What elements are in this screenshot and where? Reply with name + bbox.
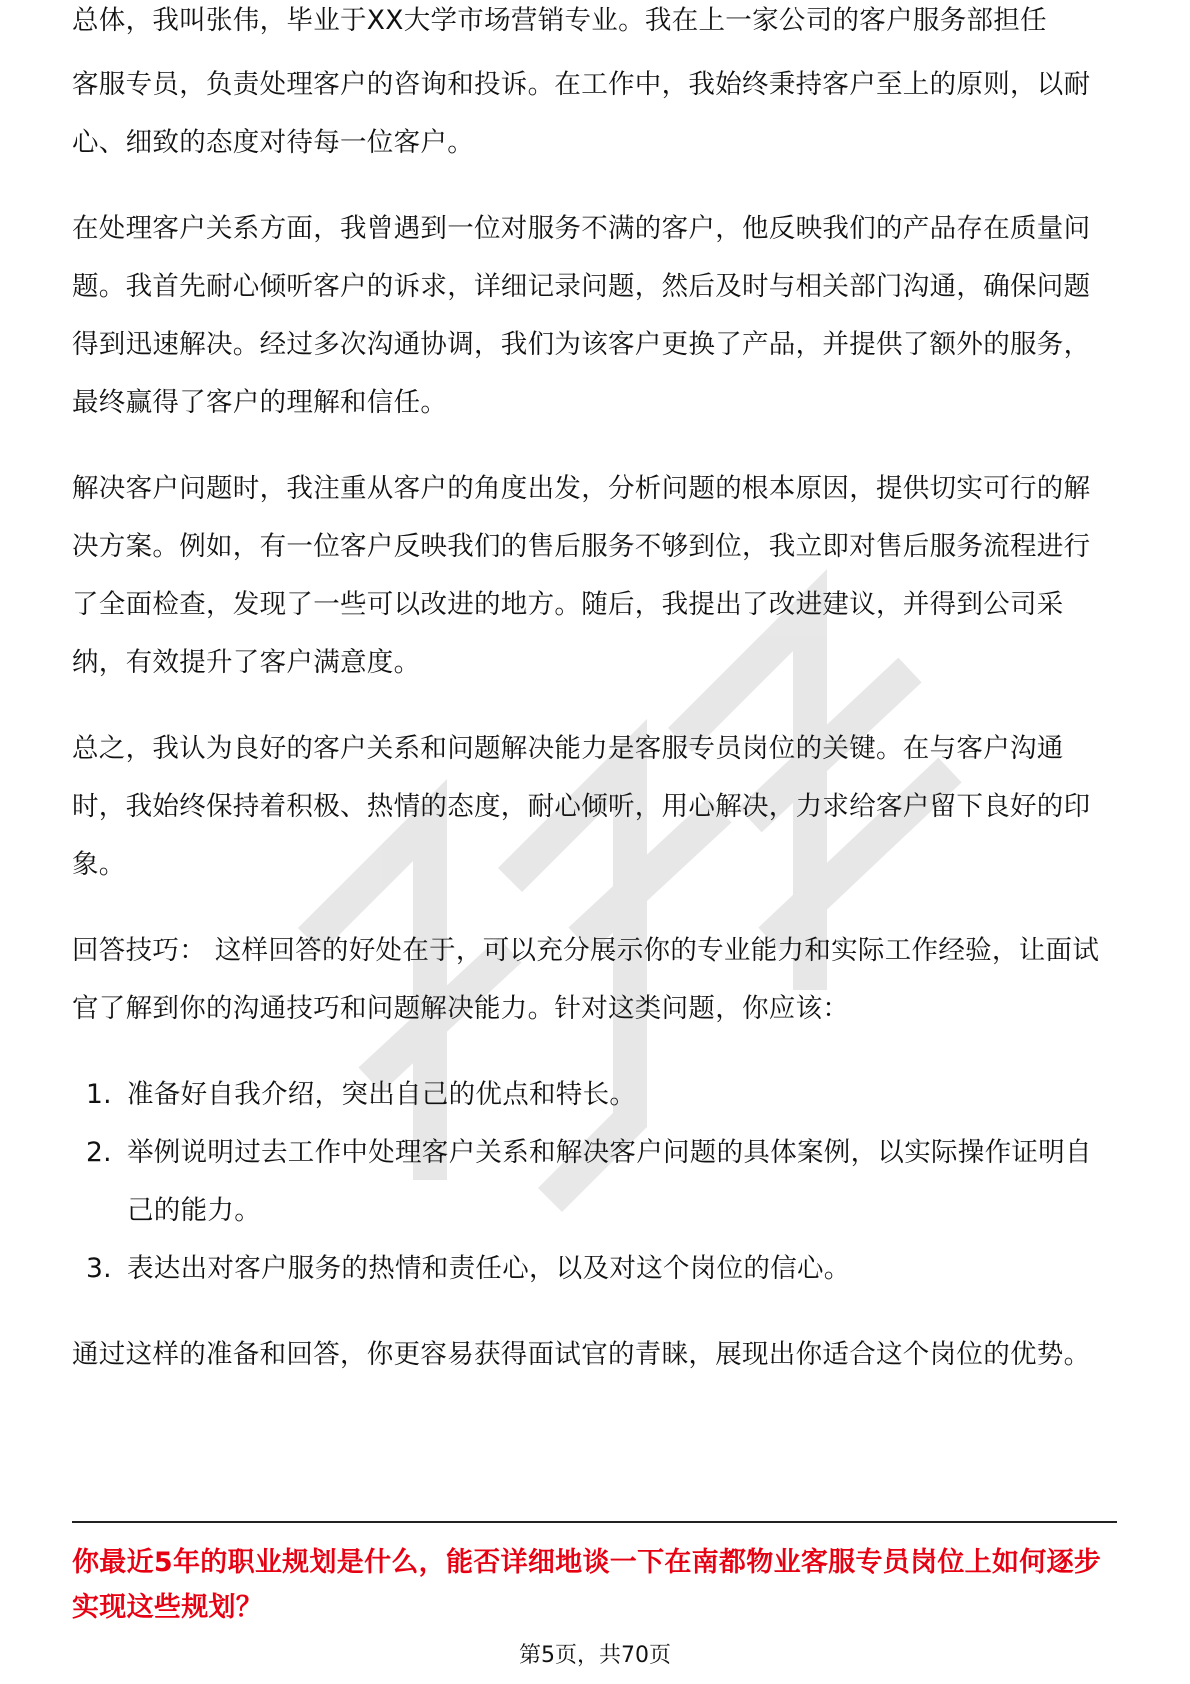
list-number: 2. [86,1137,112,1168]
list-item-text: 准备好自我介绍，突出自己的优点和特长。 [127,1079,637,1110]
intro-paragraph: 客服专员，负责处理客户的咨询和投诉。在工作中，我始终秉持客户至上的原则，以耐心、细致的态度对待每一位客户。 [72,69,1091,158]
next-question-heading: 你最近5年的职业规划是什么，能否详细地谈一下在南都物业客服专员岗位上如何逐步实现这些规划？ [72,1547,1102,1623]
tips-list [72,1066,1117,1298]
list-item [72,1124,1117,1240]
list-item [72,1240,1117,1298]
list-number: 1. [86,1079,112,1110]
list-item-text: 表达出对客户服务的热情和责任心，以及对这个岗位的信心。 [127,1253,851,1284]
document-body [72,5,1117,1412]
paragraph-problem-solving: 解决客户问题时，我注重从客户的角度出发，分析问题的根本原因，提供切实可行的解决方案。例如，有一位客户反映我们的售后服务不够到位，我立即对售后服务流程进行了全面检查，发现了一些可以改进的地方。随后，我提出了改进建议，并得到公司采纳，有效提升了客户满意度。 [72,473,1091,678]
cut-off-line: 总体，我叫张伟，毕业于XX大学市场营销专业。我在上一家公司的客户服务部担任 [72,5,1047,36]
paragraph-customer-relations: 在处理客户关系方面，我曾遇到一位对服务不满的客户，他反映我们的产品存在质量问题。我首先耐心倾听客户的诉求，详细记录问题，然后及时与相关部门沟通，确保问题得到迅速解决。经过多次沟通协调，我们为该客户更换了产品，并提供了额外的服务，最终赢得了客户的理解和信任。 [72,213,1091,418]
paragraph-closing: 通过这样的准备和回答，你更容易获得面试官的青睐，展现出你适合这个岗位的优势。 [72,1339,1091,1370]
section-divider [72,1521,1117,1523]
list-number: 3. [86,1253,112,1284]
list-item-text: 举例说明过去工作中处理客户关系和解决客户问题的具体案例，以实际操作证明自己的能力。 [127,1137,1092,1226]
paragraph-summary: 总之，我认为良好的客户关系和问题解决能力是客服专员岗位的关键。在与客户沟通时，我始终保持着积极、热情的态度，耐心倾听，用心解决，力求给客户留下良好的印象。 [72,733,1091,880]
list-item [72,1066,1117,1124]
paragraph-answer-tips: 回答技巧： 这样回答的好处在于，可以充分展示你的专业能力和实际工作经验，让面试官了解到你的沟通技巧和问题解决能力。针对这类问题，你应该： [72,935,1100,1024]
page-number-footer: 第5页，共70页 [519,1643,671,1668]
